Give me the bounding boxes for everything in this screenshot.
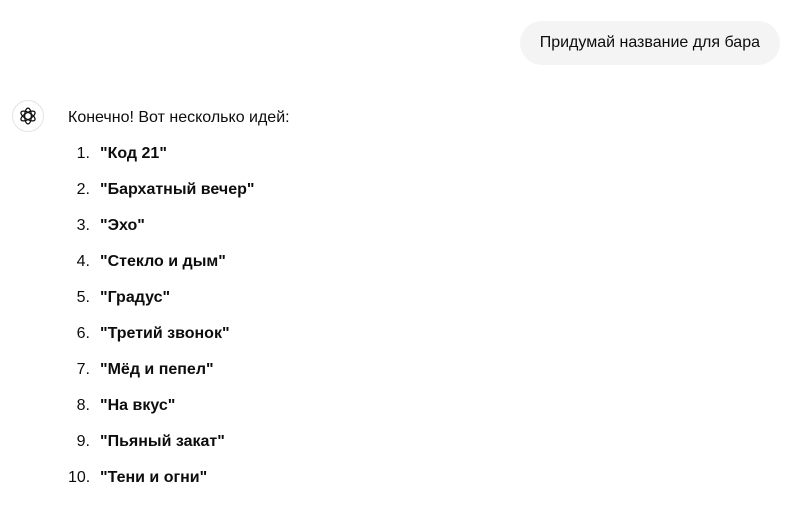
assistant-intro: Конечно! Вот несколько идей: (68, 109, 290, 126)
list-item (68, 250, 768, 274)
list-item-text: "Код 21" (100, 145, 167, 162)
list-item-number: 8. (76, 397, 90, 414)
openai-logo-icon (18, 106, 38, 126)
assistant-avatar (12, 100, 44, 132)
user-message-bubble (520, 21, 780, 65)
user-message-text: Придумай название для бара (539, 34, 760, 51)
list-item-number: 4. (76, 253, 90, 270)
idea-list (68, 142, 768, 490)
list-item (68, 214, 768, 238)
list-item-number: 1. (76, 145, 90, 162)
list-item-number: 6. (76, 325, 90, 342)
list-item (68, 358, 768, 382)
list-item (68, 178, 768, 202)
list-item-text: "Эхо" (100, 217, 145, 234)
list-item-text: "Третий звонок" (100, 325, 230, 342)
list-item (68, 394, 768, 418)
list-item-text: "На вкус" (100, 397, 176, 414)
list-item-number: 3. (76, 217, 90, 234)
list-item (68, 466, 768, 490)
list-item (68, 142, 768, 166)
list-item-number: 10. (68, 469, 91, 486)
list-item-text: "Градус" (100, 289, 171, 306)
list-item-text: "Пьяный закат" (100, 433, 225, 450)
list-item (68, 430, 768, 454)
list-item-number: 2. (76, 181, 90, 198)
list-item-number: 5. (76, 289, 90, 306)
list-item (68, 286, 768, 310)
list-item-text: "Мёд и пепел" (100, 361, 214, 378)
assistant-message (68, 106, 768, 502)
list-item-number: 7. (76, 361, 90, 378)
list-item-text: "Стекло и дым" (100, 253, 226, 270)
list-item-text: "Бархатный вечер" (100, 181, 255, 198)
list-item-number: 9. (76, 433, 90, 450)
list-item (68, 322, 768, 346)
list-item-text: "Тени и огни" (100, 469, 208, 486)
